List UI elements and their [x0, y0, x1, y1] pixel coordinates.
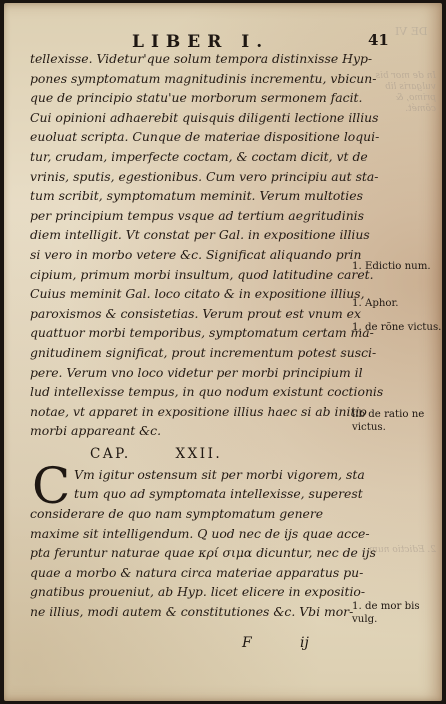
text-line: Cui opinioni adhaerebit quisquis diligenti lectione illius	[30, 109, 379, 125]
text-line: ne illius, modi autem & constitutiones &c. Vbi mor-	[30, 604, 354, 620]
book-page	[4, 3, 442, 701]
chapter-label: CAP.	[90, 445, 131, 462]
marginal-note: 1. de mor bis vulg.	[352, 601, 420, 625]
text-line: Cuius meminit Gal. loco citato & in expositione illius,	[30, 286, 365, 302]
text-line: que de principio statu'ue morborum sermonem facit.	[30, 90, 363, 106]
page-header	[4, 28, 442, 52]
show-through-text: 2. Edictio num.	[366, 545, 436, 555]
text-line: per principium tempus vsque ad tertium aegritudinis	[30, 207, 364, 223]
marginal-note: 1. Aphor.	[352, 298, 399, 309]
text-line: cipium, primum morbi insultum, quod latitudine caret.	[30, 266, 374, 282]
signature-number: ij	[300, 635, 309, 651]
signature-letter: F	[242, 635, 252, 651]
marginal-note: lib de ratio ne victus.	[352, 409, 425, 433]
text-line: diem intelligit. Vt constat per Gal. in expositione illius	[30, 227, 370, 243]
text-line: Vm igitur ostensum sit per morbi vigorem, sta	[74, 466, 365, 482]
text-line: considerare de quo nam symptomatum genere	[30, 506, 324, 522]
show-through-text: In de mor bis vulgaris lib primo, & cõmét.	[375, 71, 436, 114]
text-line: tellexisse. Videtur'que solum tempora distinxisse Hyp-	[30, 51, 373, 66]
text-line: si vero in morbo vetere &c. Significat aliquando prin	[30, 246, 362, 262]
running-head: LIBER I.	[132, 32, 270, 52]
text-line: notae, vt apparet in expositione illius haec si ab initio	[30, 403, 367, 419]
chapter-paragraph	[30, 456, 376, 622]
text-line: euoluat scripta. Cunque de materiae dispositione loqui-	[30, 129, 380, 145]
text-line: pere. Verum vno loco videtur per morbi principium il	[30, 364, 363, 380]
chapter-number: XXII.	[175, 445, 223, 462]
text-line: quattuor morbi temporibus, symptomatum certam ma-	[30, 325, 374, 341]
text-line: morbi appareant &c.	[30, 423, 162, 439]
chapter-heading	[30, 443, 352, 465]
text-line: lud intellexisse tempus, in quo nodum existunt coctionis	[30, 384, 384, 400]
text-line: tur, crudam, imperfecte coctam, & coctam dicit, vt de	[30, 148, 368, 164]
page-number: 41	[368, 31, 389, 49]
text-line: vrinis, sputis, egestionibus. Cum vero principiu aut sta-	[30, 168, 379, 184]
text-line: tum quo ad symptomata intellexisse, superest	[74, 486, 363, 502]
text-line: pones symptomatum magnitudinis incrementu, vbicun-	[30, 70, 377, 86]
signature-mark	[4, 635, 442, 657]
text-line: tum scribit, symptomatum meminit. Verum multoties	[30, 188, 363, 204]
text-line: gnatibus proueniut, ab Hyp. licet elicere in expositio-	[30, 584, 366, 600]
text-line: gnitudinem significat, prout incrementum potest susci-	[30, 344, 377, 360]
text-line: pta feruntur naturae quae κρί σιμα dicuntur, nec de ijs	[30, 545, 376, 561]
text-line: quae a morbo & natura circa materiae apparatus pu-	[30, 564, 364, 580]
marginal-note: 1. de rõne victus.	[352, 322, 442, 333]
show-through-text: DE VI	[395, 25, 428, 38]
text-line: maxime sit intelligendum. Q uod nec de ijs quae acce-	[30, 525, 370, 541]
text-line: paroxismos & consistetias. Verum prout est vnum ex	[30, 305, 361, 321]
marginal-note: 1. Edictio num.	[352, 261, 431, 272]
drop-capital: C	[32, 456, 71, 515]
